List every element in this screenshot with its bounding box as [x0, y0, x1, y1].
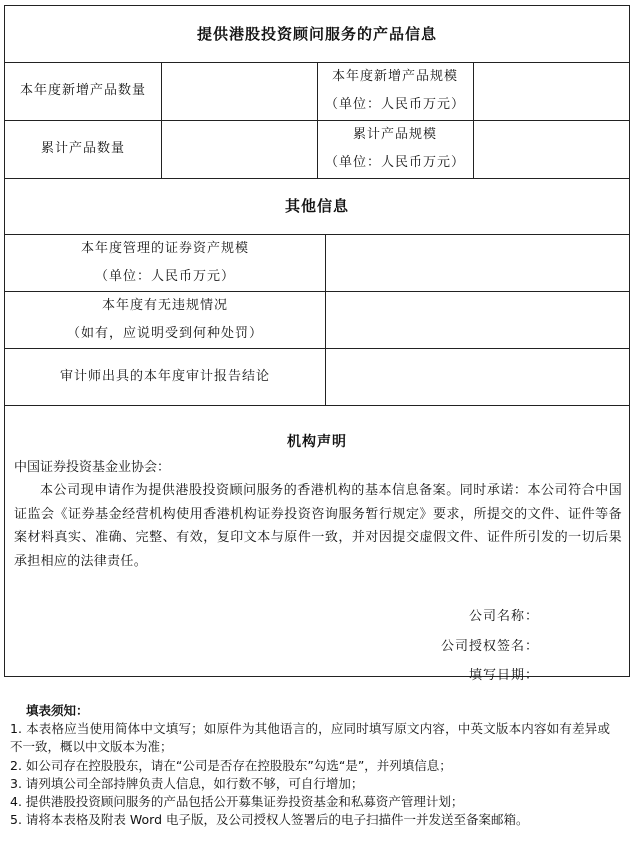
- total-product-count-value[interactable]: [161, 120, 317, 178]
- total-product-count-label: 累计产品数量: [40, 141, 125, 156]
- filing-form-table: [4, 5, 630, 683]
- instruction-item: 3. 请列填公司全部持牌负责人信息，如行数不够，可自行增加；: [10, 775, 364, 791]
- audit-conclusion-label: 审计师出具的本年度审计报告结论: [59, 368, 270, 384]
- authorized-signature-label: 公司授权签名：: [440, 639, 539, 654]
- violation-status-label-line1: 本年度有无违规情况: [101, 297, 228, 313]
- securities-asset-scale-unit: （单位：人民币万元）: [94, 268, 235, 284]
- securities-asset-scale-label-line1: 本年度管理的证券资产规模: [80, 240, 249, 256]
- company-name-label: 公司名称：: [468, 609, 539, 624]
- declaration-body: 本公司现申请作为提供港股投资顾问服务的香港机构的基本信息备案。同时承诺：本公司符合中国证监会《证券基金经营机构使用香港机构证券投资咨询服务暂行规定》要求，所提交的文件、证件等备案材料真实、准确、完整、有效，复印文本与原件一致，并对因提交虚假文件、证件所引发的一切后果承担相应的法律责任。: [14, 483, 622, 569]
- new-product-scale-label-line1: 本年度新增产品规模: [331, 69, 458, 84]
- product-section-title: 提供港股投资顾问服务的产品信息: [196, 25, 437, 43]
- violation-status-value[interactable]: [325, 291, 629, 348]
- instruction-item: 5. 请将本表格及附表 Word 电子版，及公司授权人签署后的电子扫描件一并发送至备案邮箱。: [10, 812, 529, 828]
- securities-asset-scale-value[interactable]: [325, 234, 629, 291]
- column-divider: [325, 234, 326, 405]
- column-divider: [161, 62, 162, 178]
- fill-date-label: 填写日期：: [468, 668, 539, 683]
- securities-asset-scale-label: [5, 234, 325, 291]
- column-divider: [317, 62, 318, 178]
- instruction-item: 4. 提供港股投资顾问服务的产品包括公开募集证券投资基金和私募资产管理计划；: [10, 794, 464, 810]
- total-product-scale-unit: （单位：人民币万元）: [324, 155, 465, 170]
- new-product-scale-value[interactable]: [473, 62, 629, 120]
- violation-status-note: （如有，应说明受到何种处罚）: [66, 325, 263, 341]
- audit-conclusion-value[interactable]: [325, 348, 629, 405]
- instruction-item: 1. 本表格应当使用简体中文填写；如原件为其他语言的，应同时填写原文内容，中英文版本内容如有差异或不一致，概以中文版本为准；: [10, 721, 610, 755]
- divider: [5, 405, 629, 406]
- instructions-heading: 填表须知：: [26, 703, 89, 718]
- violation-status-label: [5, 291, 325, 348]
- total-product-scale-value[interactable]: [473, 120, 629, 178]
- declaration-title: 机构声明: [287, 434, 347, 450]
- total-product-scale-label: [317, 120, 473, 178]
- instruction-item: 2. 如公司存在控股股东，请在“公司是否存在控股股东”勾选“是”，并列填信息；: [10, 757, 452, 773]
- filling-instructions: [10, 702, 610, 829]
- column-divider: [473, 62, 474, 178]
- new-product-scale-unit: （单位：人民币万元）: [324, 97, 465, 112]
- new-product-count-label: 本年度新增产品数量: [19, 83, 146, 98]
- total-product-scale-label-line1: 累计产品规模: [352, 127, 437, 142]
- declaration-addressee: 中国证券投资基金业协会：: [14, 460, 171, 475]
- other-section-title: 其他信息: [284, 197, 349, 215]
- new-product-scale-label: [317, 62, 473, 120]
- new-product-count-value[interactable]: [161, 62, 317, 120]
